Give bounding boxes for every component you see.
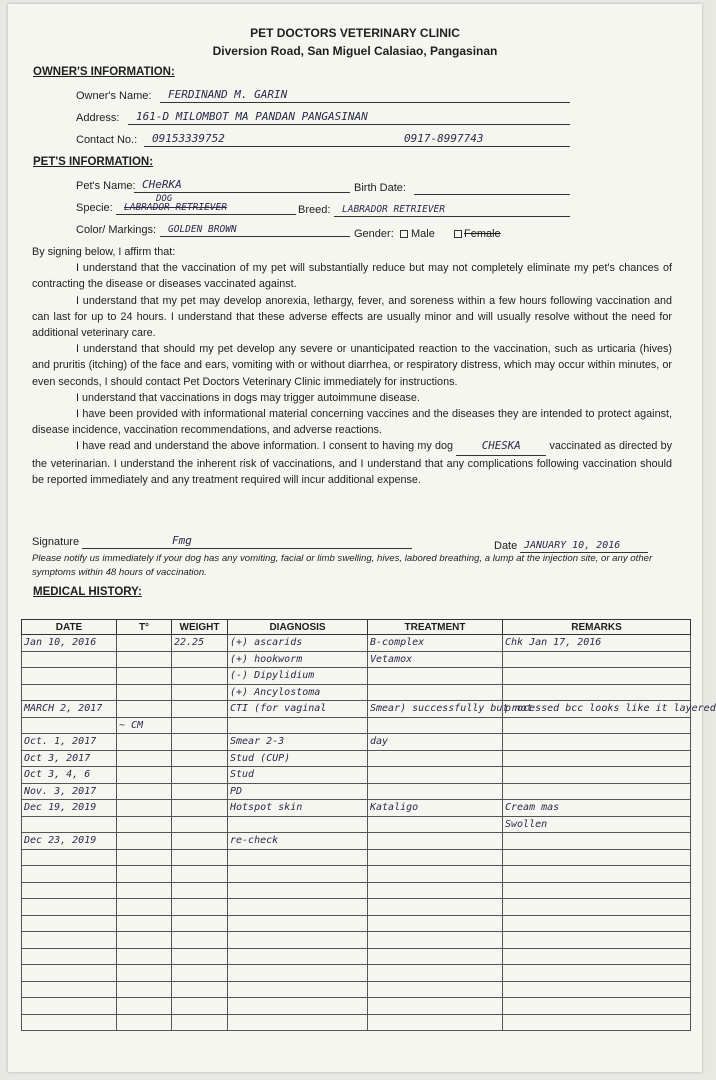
- cell-date[interactable]: [22, 948, 117, 965]
- table-row: [22, 635, 691, 652]
- gender-label: Gender:: [354, 228, 394, 240]
- header-remarks: REMARKS: [503, 620, 691, 635]
- cell-treatment[interactable]: [368, 816, 503, 833]
- cell-weight[interactable]: [172, 998, 228, 1015]
- cell-diagnosis[interactable]: [228, 882, 368, 899]
- pet-name-field[interactable]: [134, 178, 350, 193]
- cell-remarks[interactable]: [503, 915, 691, 932]
- clinic-name: PET DOCTORS VETERINARY CLINIC: [250, 26, 460, 40]
- species-field[interactable]: [116, 194, 296, 215]
- cell-diagnosis[interactable]: [228, 816, 368, 833]
- cell-diagnosis[interactable]: Stud (CUP): [228, 750, 368, 767]
- cell-weight[interactable]: [172, 684, 228, 701]
- cell-treatment[interactable]: [368, 783, 503, 800]
- cell-treatment[interactable]: Kataligo: [368, 800, 503, 817]
- cell-remarks[interactable]: [503, 866, 691, 883]
- cell-temperature[interactable]: [117, 668, 172, 685]
- cell-temperature[interactable]: [117, 866, 172, 883]
- cell-temperature[interactable]: [117, 915, 172, 932]
- cell-date[interactable]: [22, 965, 117, 982]
- cell-diagnosis[interactable]: [228, 717, 368, 734]
- cell-date[interactable]: MARCH 2, 2017: [22, 701, 117, 718]
- table-row: [22, 1014, 691, 1031]
- gender-female-option[interactable]: [454, 228, 501, 240]
- cell-date[interactable]: [22, 1014, 117, 1031]
- pet-section-title: PET'S INFORMATION:: [33, 156, 154, 168]
- cell-treatment[interactable]: [368, 998, 503, 1015]
- table-row: [22, 750, 691, 767]
- cell-diagnosis[interactable]: [228, 998, 368, 1015]
- consent-paragraph-5: I have been provided with informational material concerning vaccines and the diseases they are intended to protect against, disease incidence, vaccination recommendations, and adverse reactions.: [32, 408, 672, 437]
- cell-treatment[interactable]: [368, 932, 503, 949]
- cell-date[interactable]: [22, 651, 117, 668]
- cell-treatment[interactable]: [368, 899, 503, 916]
- cell-remarks[interactable]: [503, 684, 691, 701]
- cell-temperature[interactable]: [117, 981, 172, 998]
- cell-temperature[interactable]: [117, 833, 172, 850]
- cell-date[interactable]: Jan 10, 2016: [22, 635, 117, 652]
- cell-remarks[interactable]: [503, 783, 691, 800]
- cell-treatment[interactable]: [368, 915, 503, 932]
- cell-diagnosis[interactable]: [228, 849, 368, 866]
- cell-weight[interactable]: [172, 800, 228, 817]
- owner-address-label: Address:: [76, 112, 120, 124]
- cell-treatment[interactable]: Vetamox: [368, 651, 503, 668]
- cell-weight[interactable]: [172, 717, 228, 734]
- cell-temperature[interactable]: [117, 948, 172, 965]
- owner-contact-value-2: 0917-8997743: [404, 132, 484, 145]
- medical-history-table: [21, 619, 716, 1031]
- cell-date[interactable]: [22, 899, 117, 916]
- cell-temperature[interactable]: [117, 783, 172, 800]
- cell-diagnosis[interactable]: re-check: [228, 833, 368, 850]
- species-value: DOG: [156, 194, 173, 204]
- cell-treatment[interactable]: [368, 767, 503, 784]
- table-row: [22, 998, 691, 1015]
- cell-diagnosis[interactable]: [228, 965, 368, 982]
- cell-treatment[interactable]: Smear) successfully but not: [368, 701, 503, 718]
- cell-weight[interactable]: [172, 651, 228, 668]
- cell-treatment[interactable]: [368, 948, 503, 965]
- cell-date[interactable]: [22, 981, 117, 998]
- header-temperature: T°: [117, 620, 172, 635]
- consent-paragraph-6a: I have read and understand the above information. I consent to having my dog: [76, 440, 453, 453]
- cell-date[interactable]: Dec 19, 2019: [22, 800, 117, 817]
- header-diagnosis: DIAGNOSIS: [228, 620, 368, 635]
- birth-date-label: Birth Date:: [354, 182, 406, 194]
- cell-weight[interactable]: [172, 668, 228, 685]
- cell-treatment[interactable]: [368, 981, 503, 998]
- breed-field[interactable]: [334, 202, 570, 217]
- consent-dog-name[interactable]: CHESKA: [456, 438, 546, 455]
- cell-weight[interactable]: [172, 1014, 228, 1031]
- cell-diagnosis[interactable]: [228, 915, 368, 932]
- cell-remarks[interactable]: [503, 932, 691, 949]
- table-row: [22, 866, 691, 883]
- cell-treatment[interactable]: [368, 882, 503, 899]
- cell-temperature[interactable]: [117, 816, 172, 833]
- cell-remarks[interactable]: [503, 948, 691, 965]
- owner-contact-value-1: 09153339752: [152, 132, 225, 145]
- cell-remarks[interactable]: Swollen: [503, 816, 691, 833]
- cell-temperature[interactable]: [117, 965, 172, 982]
- cell-weight[interactable]: [172, 849, 228, 866]
- table-row: [22, 915, 691, 932]
- cell-treatment[interactable]: [368, 668, 503, 685]
- cell-remarks[interactable]: processed bcc looks like it layered: [503, 701, 691, 718]
- medical-history-body: [22, 635, 716, 1031]
- cell-remarks[interactable]: [503, 965, 691, 982]
- cell-date[interactable]: Nov. 3, 2017: [22, 783, 117, 800]
- cell-diagnosis[interactable]: (+) hookworm: [228, 651, 368, 668]
- owner-name-label: Owner's Name:: [76, 90, 152, 102]
- species-struck-value: LABRADOR RETRIEVER: [124, 202, 227, 213]
- cell-temperature[interactable]: [117, 734, 172, 751]
- cell-remarks[interactable]: [503, 998, 691, 1015]
- date-value: JANUARY 10, 2016: [524, 540, 621, 551]
- cell-weight[interactable]: [172, 767, 228, 784]
- header-date: DATE: [22, 620, 117, 635]
- cell-diagnosis[interactable]: CTI (for vaginal: [228, 701, 368, 718]
- cell-diagnosis[interactable]: [228, 932, 368, 949]
- cell-temperature[interactable]: [117, 635, 172, 652]
- table-row: [22, 932, 691, 949]
- cell-date[interactable]: Oct 3, 2017: [22, 750, 117, 767]
- table-row: [22, 800, 691, 817]
- cell-date[interactable]: [22, 866, 117, 883]
- color-field[interactable]: [160, 222, 350, 237]
- consent-text: [32, 244, 672, 488]
- cell-remarks[interactable]: [503, 767, 691, 784]
- color-value: GOLDEN BROWN: [168, 224, 237, 235]
- cell-weight[interactable]: [172, 948, 228, 965]
- breed-label: Breed:: [298, 204, 331, 216]
- cell-remarks[interactable]: [503, 734, 691, 751]
- table-row: [22, 767, 691, 784]
- cell-temperature[interactable]: [117, 684, 172, 701]
- cell-diagnosis[interactable]: (+) Ancylostoma: [228, 684, 368, 701]
- cell-remarks[interactable]: [503, 1014, 691, 1031]
- table-header-row: [22, 620, 691, 635]
- signature-label: Signature: [32, 536, 80, 548]
- table-row: [22, 717, 691, 734]
- cell-date[interactable]: [22, 684, 117, 701]
- table-row: [22, 849, 691, 866]
- consent-paragraph-4: I understand that vaccinations in dogs may trigger autoimmune disease.: [76, 391, 420, 404]
- cell-remarks[interactable]: [503, 750, 691, 767]
- notice-text: Please notify us immediately if your dog has any vomiting, facial or limb swelling, hives, labored breathing, a lump at the injection site, or any other symptoms within 48 hours of vaccination.: [32, 553, 653, 578]
- cell-date[interactable]: [22, 816, 117, 833]
- cell-date[interactable]: [22, 668, 117, 685]
- owner-name-value: FERDINAND M. GARIN: [168, 88, 288, 101]
- cell-remarks[interactable]: [503, 717, 691, 734]
- cell-weight[interactable]: [172, 734, 228, 751]
- cell-diagnosis[interactable]: Hotspot skin: [228, 800, 368, 817]
- cell-diagnosis[interactable]: (+) ascarids: [228, 635, 368, 652]
- pet-name-label: Pet's Name:: [76, 180, 136, 192]
- owner-contact-field[interactable]: [144, 132, 570, 147]
- cell-treatment[interactable]: B-complex: [368, 635, 503, 652]
- table-row: [22, 981, 691, 998]
- cell-diagnosis[interactable]: [228, 981, 368, 998]
- cell-remarks[interactable]: [503, 668, 691, 685]
- table-row: [22, 948, 691, 965]
- cell-diagnosis[interactable]: Smear 2-3: [228, 734, 368, 751]
- cell-treatment[interactable]: [368, 684, 503, 701]
- table-row: [22, 899, 691, 916]
- cell-temperature[interactable]: [117, 849, 172, 866]
- cell-weight[interactable]: [172, 816, 228, 833]
- cell-weight[interactable]: [172, 965, 228, 982]
- cell-diagnosis[interactable]: [228, 899, 368, 916]
- owner-address-value: 161-D MILOMBOT MA PANDAN PANGASINAN: [136, 110, 368, 123]
- cell-weight[interactable]: [172, 915, 228, 932]
- cell-weight[interactable]: [172, 783, 228, 800]
- cell-treatment[interactable]: [368, 717, 503, 734]
- form-page: [8, 4, 716, 1072]
- male-label: Male: [411, 228, 435, 240]
- table-row: [22, 734, 691, 751]
- table-row: [22, 684, 691, 701]
- cell-temperature[interactable]: [117, 899, 172, 916]
- female-label: Female: [464, 228, 501, 240]
- owner-address-field[interactable]: [128, 110, 570, 125]
- cell-temperature[interactable]: [117, 750, 172, 767]
- cell-temperature[interactable]: ~ CM: [117, 717, 172, 734]
- cell-temperature[interactable]: [117, 932, 172, 949]
- cell-temperature[interactable]: [117, 767, 172, 784]
- cell-date[interactable]: Oct. 1, 2017: [22, 734, 117, 751]
- cell-diagnosis[interactable]: PD: [228, 783, 368, 800]
- header-weight: WEIGHT: [172, 620, 228, 635]
- cell-diagnosis[interactable]: [228, 866, 368, 883]
- female-checkbox[interactable]: [454, 230, 462, 238]
- gender-male-option[interactable]: [400, 228, 435, 240]
- date-field[interactable]: [520, 538, 648, 553]
- cell-date[interactable]: [22, 849, 117, 866]
- table-row: [22, 965, 691, 982]
- cell-temperature[interactable]: [117, 998, 172, 1015]
- pet-name-value: CHeRKA: [142, 178, 182, 191]
- color-label: Color/ Markings:: [76, 224, 157, 236]
- consent-paragraph-3: I understand that should my pet develop any severe or unanticipated reaction to the vaccination, such as urticaria (hives) and pruritis (itching) of the face and ears, vomiting with or without diarrhea, or respiratory distress, which may occur within minutes, or even seconds, I should contact Pet Doctors Veterinary Clinic immediately for instructions.: [32, 343, 672, 388]
- table-row: [22, 651, 691, 668]
- cell-remarks[interactable]: [503, 882, 691, 899]
- cell-treatment[interactable]: [368, 866, 503, 883]
- cell-weight[interactable]: [172, 833, 228, 850]
- cell-remarks[interactable]: Chk Jan 17, 2016: [503, 635, 691, 652]
- consent-paragraph-6b: vaccinated as directed by the veterinarian. I understand the inherent risk of vaccinations, and I understand that any complications following vaccination should be reported immediately and any treatment required will incur additional expense.: [32, 440, 672, 486]
- cell-date[interactable]: Dec 23, 2019: [22, 833, 117, 850]
- cell-remarks[interactable]: [503, 651, 691, 668]
- cell-diagnosis[interactable]: [228, 1014, 368, 1031]
- cell-treatment[interactable]: [368, 1014, 503, 1031]
- table-row: [22, 668, 691, 685]
- cell-date[interactable]: [22, 717, 117, 734]
- male-checkbox[interactable]: [400, 230, 408, 238]
- cell-date[interactable]: [22, 998, 117, 1015]
- cell-temperature[interactable]: [117, 800, 172, 817]
- cell-weight[interactable]: [172, 899, 228, 916]
- cell-weight[interactable]: [172, 750, 228, 767]
- cell-temperature[interactable]: [117, 1014, 172, 1031]
- header-treatment: TREATMENT: [368, 620, 503, 635]
- table-row: [22, 701, 691, 718]
- signature-value: Fmg: [172, 534, 192, 547]
- consent-paragraph-6: [32, 438, 672, 488]
- cell-diagnosis[interactable]: (-) Dipylidium: [228, 668, 368, 685]
- table-row: [22, 833, 691, 850]
- cell-diagnosis[interactable]: [228, 948, 368, 965]
- cell-diagnosis[interactable]: Stud: [228, 767, 368, 784]
- medical-section-title: MEDICAL HISTORY:: [33, 586, 142, 598]
- species-label: Specie:: [76, 202, 113, 214]
- owner-contact-label: Contact No.:: [76, 134, 138, 146]
- owner-section-title: OWNER'S INFORMATION:: [33, 66, 175, 78]
- cell-treatment[interactable]: [368, 750, 503, 767]
- cell-treatment[interactable]: [368, 833, 503, 850]
- cell-date[interactable]: [22, 915, 117, 932]
- table-row: [22, 816, 691, 833]
- cell-remarks[interactable]: [503, 833, 691, 850]
- date-label: Date: [494, 540, 518, 552]
- cell-temperature[interactable]: [117, 651, 172, 668]
- signature-field[interactable]: [82, 534, 412, 549]
- table-row: [22, 783, 691, 800]
- cell-weight[interactable]: [172, 932, 228, 949]
- cell-remarks[interactable]: [503, 981, 691, 998]
- clinic-address: Diversion Road, San Miguel Calasiao, Pangasinan: [212, 44, 498, 58]
- cell-date[interactable]: [22, 882, 117, 899]
- cell-remarks[interactable]: Cream mas: [503, 800, 691, 817]
- cell-treatment[interactable]: day: [368, 734, 503, 751]
- cell-date[interactable]: [22, 932, 117, 949]
- birth-date-field[interactable]: [414, 180, 570, 195]
- cell-treatment[interactable]: [368, 849, 503, 866]
- consent-intro: By signing below, I affirm that:: [32, 246, 176, 258]
- cell-weight[interactable]: 22.25: [172, 635, 228, 652]
- cell-weight[interactable]: [172, 882, 228, 899]
- consent-paragraph-2: I understand that my pet may develop anorexia, lethargy, fever, and soreness within a few hours following vaccination and can last for up to 24 hours. I understand that these adverse effects are usually minor and will usually resolve without the need for additional veterinary care.: [32, 294, 672, 340]
- cell-weight[interactable]: [172, 701, 228, 718]
- consent-paragraph-1: I understand that the vaccination of my pet will substantially reduce but may not completely eliminate my pet's chances of contracting the disease or diseases vaccinated against.: [32, 262, 672, 291]
- cell-temperature[interactable]: [117, 882, 172, 899]
- cell-date[interactable]: Oct 3, 4, 6: [22, 767, 117, 784]
- cell-weight[interactable]: [172, 866, 228, 883]
- cell-treatment[interactable]: [368, 965, 503, 982]
- cell-remarks[interactable]: [503, 899, 691, 916]
- owner-name-field[interactable]: [160, 88, 570, 103]
- table-row: [22, 882, 691, 899]
- cell-remarks[interactable]: [503, 849, 691, 866]
- cell-temperature[interactable]: [117, 701, 172, 718]
- cell-weight[interactable]: [172, 981, 228, 998]
- breed-value: LABRADOR RETRIEVER: [342, 204, 445, 215]
